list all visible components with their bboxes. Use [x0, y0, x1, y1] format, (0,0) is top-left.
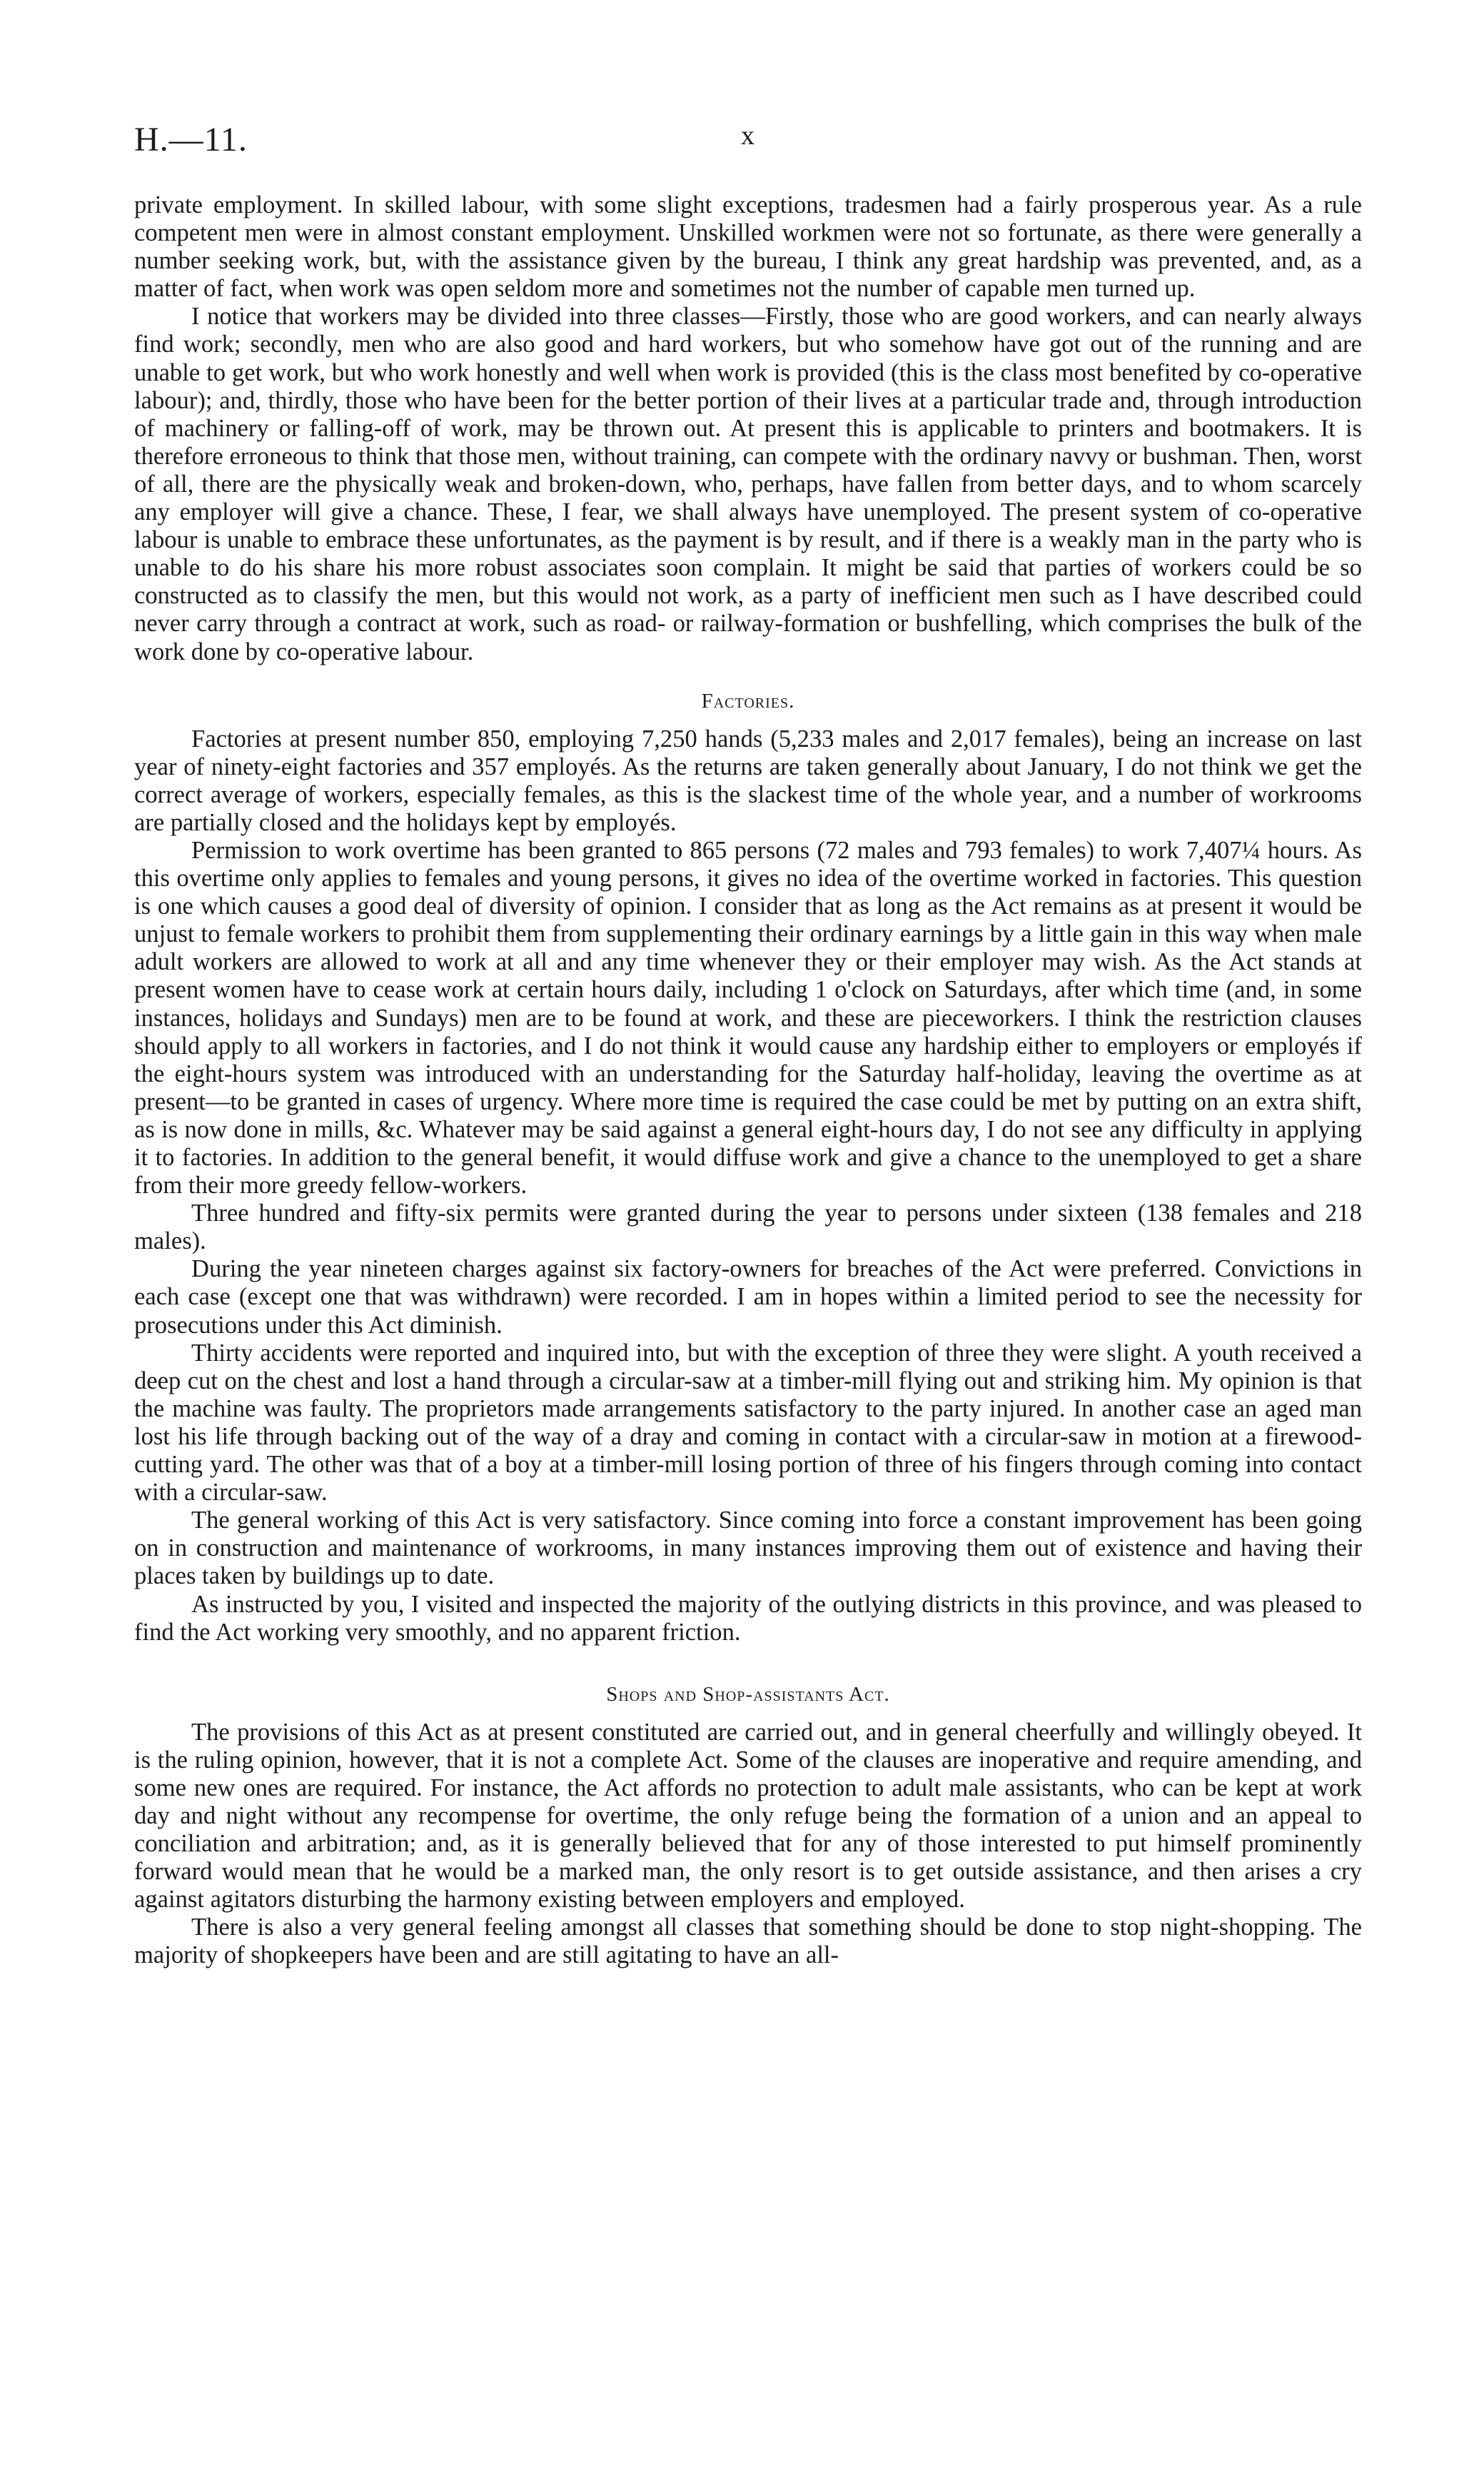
paragraph-night-shopping: There is also a very general feeling amongst all classes that something should be done to stop night-shopping. The majority of shopkeepers have been and are still agitating to have an all- [134, 1914, 1362, 1969]
paragraph-worker-classes: I notice that workers may be divided into three classes—Firstly, those who are good workers, and can nearly always find work; secondly, men who are also good and hard workers, but who somehow have got out of the running and are unable to get work, but who work honestly and well when work is provided (this is the class most benefited by co-operative labour); and, thirdly, those who have been for the better portion of their lives at a particular trade and, through introduction of machinery or falling-off of work, may be thrown out. At present this is applicable to printers and bootmakers. It is therefore erroneous to think that those men, without training, can compete with the ordinary navvy or bushman. Then, worst of all, there are the physically weak and broken-down, who, perhaps, have fallen from better days, and to whom scarcely any employer will give a chance. These, I fear, we shall always have unemployed. The present system of co-operative labour is unable to embrace these unfortunates, as the payment is by result, and if there is a weakly man in the party who is unable to do his share his more robust associates soon complain. It might be said that parties of workers could be so constructed as to classify the men, but this would not work, as a party of inefficient men such as I have described could never carry through a contract at work, such as road- or railway-formation or bushfelling, which comprises the bulk of the work done by co-operative labour. [134, 303, 1362, 665]
paragraph-permits: Three hundred and fifty-six permits were granted during the year to persons under sixteen (138 females and 218 males). [134, 1200, 1362, 1255]
page-number: x [741, 121, 754, 151]
paragraph-accidents: Thirty accidents were reported and inquired into, but with the exception of three they were slight. A youth received a deep cut on the chest and lost a hand through a circular-saw at a timber-mill flying out and striking him. My opinion is that the machine was faulty. The proprietors made arrangements satisfactory to the party injured. In another case an aged man lost his life through backing out of the way of a dray and coming in contact with a circular-saw in motion at a firewood-cutting yard. The other was that of a boy at a timber-mill losing portion of three of his fingers through coming into contact with a circular-saw. [134, 1339, 1362, 1507]
paragraph-charges: During the year nineteen charges against six factory-owners for breaches of the Act were preferred. Convictions in each case (except one that was withdrawn) were recorded. I am in hopes within a limited period to see the necessity for prosecutions under this Act diminish. [134, 1255, 1362, 1339]
paragraph-general-working: The general working of this Act is very satisfactory. Since coming into force a constant improvement has been going on in construction and maintenance of workrooms, in many instances improving them out of existence and having their places taken by buildings up to date. [134, 1507, 1362, 1590]
section-heading-shops: Shops and Shop-assistants Act. [606, 1682, 890, 1706]
paragraph-inspection: As instructed by you, I visited and inspected the majority of the outlying districts in this province, and was pleased to find the Act working very smoothly, and no apparent friction. [134, 1590, 1362, 1646]
paragraph-shops-provisions: The provisions of this Act as at present constituted are carried out, and in general cheerfully and willingly obeyed. It is the ruling opinion, however, that it is not a complete Act. Some of the clauses are inoperative and require amending, and some new ones are required. For instance, the Act affords no protection to adult male assistants, who can be kept at work day and night without any recompense for overtime, the only refuge being the formation of a union and an appeal to conciliation and arbitration; and, as it is generally believed that for any of those interested to put himself prominently forward would mean that he would be a marked man, the only resort is to get outside assistance, and then arises a cry against agitators disturbing the harmony existing between employers and employed. [134, 1718, 1362, 1914]
page-header [134, 120, 1362, 170]
paragraph-factories-count: Factories at present number 850, employing 7,250 hands (5,233 males and 2,017 females), being an increase on last year of ninety-eight factories and 357 employés. As the returns are taken generally about January, I do not think we get the correct average of workers, especially females, as this is the slackest time of the whole year, and a number of workrooms are partially closed and the holidays kept by employés. [134, 725, 1362, 836]
section-heading-factories: Factories. [701, 689, 795, 713]
document-reference: H.—11. [134, 121, 248, 159]
paragraph-continuation: private employment. In skilled labour, with some slight exceptions, tradesmen had a fairly prosperous year. As a rule competent men were in almost constant employment. Unskilled workmen were not so fortunate, as there were generally a number seeking work, but, with the assistance given by the bureau, I think any great hardship was prevented, and, as a matter of fact, when work was open seldom more and sometimes not the number of capable men turned up. [134, 191, 1362, 303]
page-body [134, 191, 1362, 1970]
paragraph-overtime: Permission to work overtime has been granted to 865 persons (72 males and 793 females) to work 7,407¼ hours. As this overtime only applies to females and young persons, it gives no idea of the overtime worked in factories. This question is one which causes a good deal of diversity of opinion. I consider that as long as the Act remains as at present it would be unjust to female workers to prohibit them from supplementing their ordinary earnings by a little gain in this way when male adult workers are allowed to work at all and any time whenever they or their employer may wish. As the Act stands at present women have to cease work at certain hours daily, including 1 o'clock on Saturdays, after which time (and, in some instances, holidays and Sundays) men are to be found at work, and these are pieceworkers. I think the restriction clauses should apply to all workers in factories, and I do not think it would cause any hardship either to employers or employés if the eight-hours system was introduced with an understanding for the Saturday half-holiday, leaving the overtime as at present—to be granted in cases of urgency. Where more time is required the case could be met by putting on an extra shift, as is now done in mills, &c. Whatever may be said against a general eight-hours day, I do not see any difficulty in applying it to factories. In addition to the general benefit, it would diffuse work and give a chance to the unemployed to get a share from their more greedy fellow-workers. [134, 836, 1362, 1200]
